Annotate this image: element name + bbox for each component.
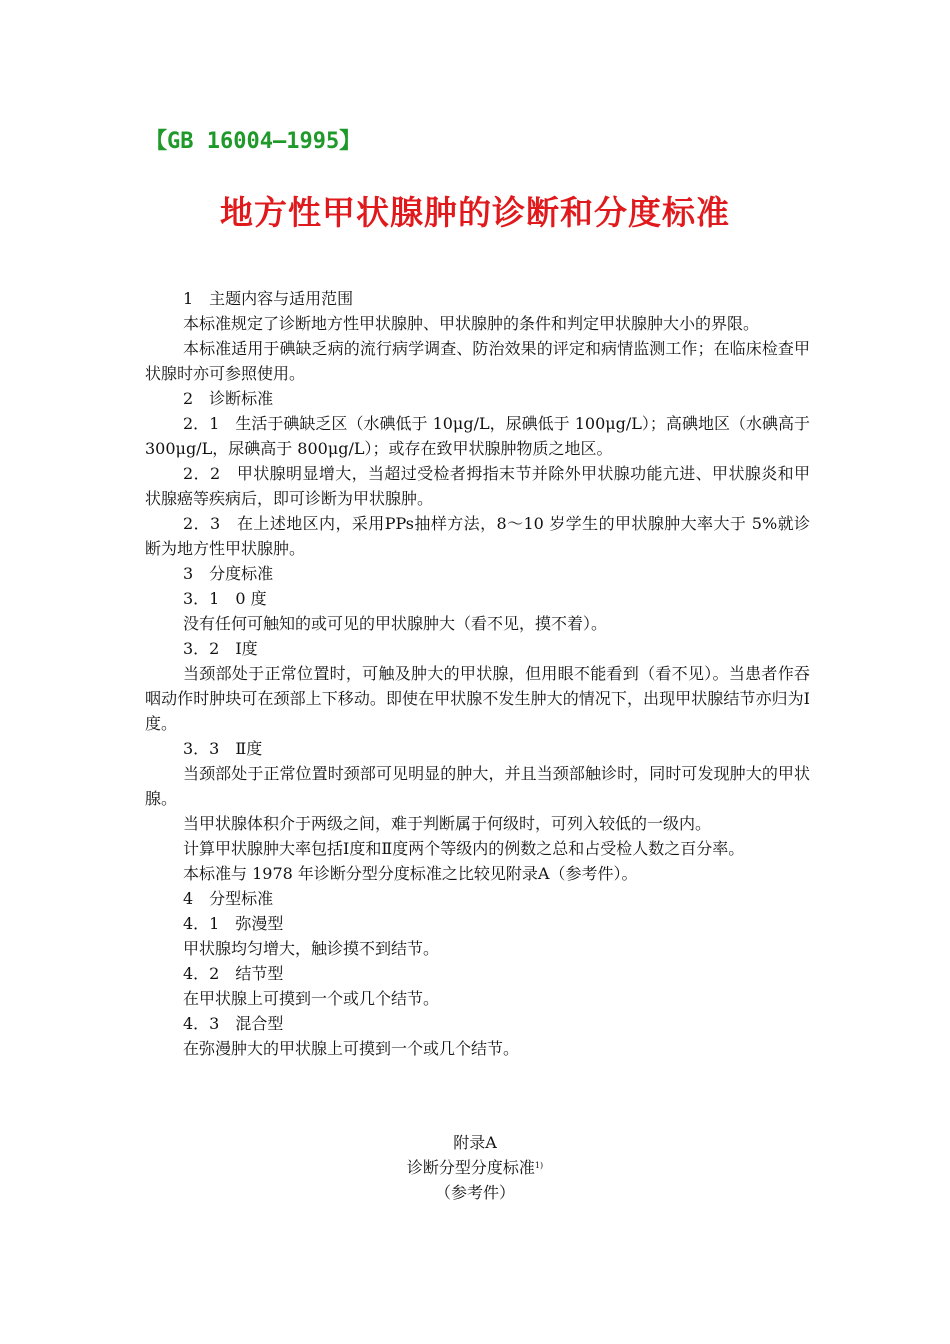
subsection-heading: 3．3 Ⅱ度 — [183, 739, 263, 758]
paragraph: 计算甲状腺肿大率包括I度和Ⅱ度两个等级内的例数之总和占受检人数之百分率。 — [183, 839, 745, 858]
paragraph: 本标准适用于碘缺乏病的流行病学调查、防治效果的评定和病情监测工作；在临床检查甲状腺时亦可参照使用。 — [145, 339, 810, 383]
paragraph: 甲状腺均匀增大，触诊摸不到结节。 — [183, 939, 440, 958]
subsection-heading: 4．2 结节型 — [183, 964, 284, 983]
subsection-heading: 4．1 弥漫型 — [183, 914, 284, 933]
paragraph: 在甲状腺上可摸到一个或几个结节。 — [183, 989, 440, 1008]
appendix-title-line — [0, 1155, 950, 1180]
paragraph: 本标准与 1978 年诊断分型分度标准之比较见附录A（参考件）。 — [183, 864, 638, 883]
paragraph: 当颈部处于正常位置时颈部可见明显的肿大，并且当颈部触诊时，同时可发现肿大的甲状腺。 — [145, 764, 810, 808]
subsection-heading: 3．2 Ⅰ度 — [183, 639, 258, 658]
paragraph: 当甲状腺体积介于两级之间，难于判断属于何级时，可列入较低的一级内。 — [183, 814, 712, 833]
subsection-heading: 4．3 混合型 — [183, 1014, 284, 1033]
section-heading: 4 分型标准 — [183, 889, 274, 908]
paragraph: 没有任何可触知的或可见的甲状腺肿大（看不见，摸不着）。 — [183, 614, 608, 633]
standard-code: 【GB 16004—1995】 — [145, 129, 362, 154]
appendix-title: 诊断分型分度标准 — [406, 1158, 535, 1177]
document-title: 地方性甲状腺肿的诊断和分度标准 — [220, 193, 730, 232]
paragraph: 本标准规定了诊断地方性甲状腺肿、甲状腺肿的条件和判定甲状腺肿大小的界限。 — [183, 314, 760, 333]
paragraph: 在弥漫肿大的甲状腺上可摸到一个或几个结节。 — [183, 1039, 520, 1058]
paragraph: 2．3 在上述地区内，采用PPs抽样方法，8～10 岁学生的甲状腺肿大率大于 5%就诊断为地方性甲状腺肿。 — [145, 514, 810, 558]
appendix-label: 附录A — [453, 1133, 497, 1152]
section-heading: 2 诊断标准 — [183, 389, 274, 408]
paragraph: 当颈部处于正常位置时，可触及肿大的甲状腺，但用眼不能看到（看不见）。当患者作吞咽动作时肿块可在颈部上下移动。即使在甲状腺不发生肿大的情况下，出现甲状腺结节亦归为I度。 — [145, 664, 810, 733]
subsection-heading: 3．1 0 度 — [183, 589, 267, 608]
section-heading: 3 分度标准 — [183, 564, 274, 583]
paragraph: 2．2 甲状腺明显增大，当超过受检者拇指末节并除外甲状腺功能亢进、甲状腺炎和甲状腺癌等疾病后，即可诊断为甲状腺肿。 — [145, 464, 810, 508]
document-body — [145, 286, 810, 1061]
appendix-heading — [0, 1130, 950, 1205]
appendix-note: （参考件） — [434, 1183, 515, 1202]
section-heading: 1 主题内容与适用范围 — [183, 289, 354, 308]
footnote-marker: 1) — [534, 1161, 544, 1170]
paragraph: 2．1 生活于碘缺乏区（水碘低于 10μg/L，尿碘低于 100μg/L）；高碘地区（水碘高于 300μg/L，尿碘高于 800μg/L）；或存在致甲状腺肿物质之地区。 — [145, 414, 810, 458]
